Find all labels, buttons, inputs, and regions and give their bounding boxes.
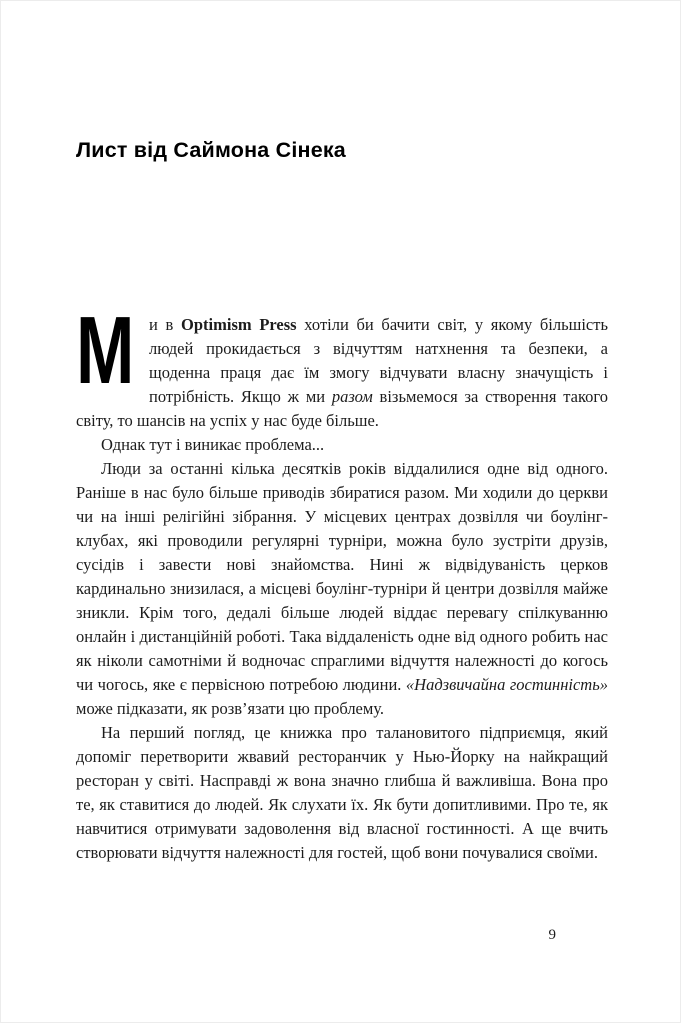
body-text (76, 297, 608, 865)
page-number: 9 (548, 927, 556, 943)
text-run: візьмемося за створення такого світу, то шансів на успіх у нас буде більше. (76, 387, 608, 430)
text-run: и в (149, 315, 182, 334)
text-run-italic: разом (331, 387, 373, 406)
text-run: може підказати, як розв’язати цю проблему. (76, 699, 385, 718)
text-run: Люди за останні кілька десятків років віддалилися одне від одного. Раніше в нас було більше приводів збиратися разом. Ми ходили до церкви чи на інші релігійні зібрання. У місцевих центрах дозвілля чи боулінг-клубах, які проводили регулярні турніри, можна було зустріти друзів, сусідів і завести нові знайомства. Нині ж відвідуваність церков кардинально знизилася, а місцеві боулінг-турніри й центри дозвілля майже зникли. Крім того, дедалі більше людей віддає перевагу спілкуванню онлайн і дистанційній роботі. Така віддаленість одне від одного робить нас як ніколи самотніми й водночас спраглими відчуття належності до когось чи чогось, яке є первісною потребою людини. (76, 459, 608, 694)
paragraph-1 (76, 297, 608, 433)
paragraph-2 (76, 433, 608, 457)
dropcap-letter: М (76, 297, 135, 404)
text-run-bold: Optimism Press (181, 315, 297, 334)
text-run: Однак тут і виникає проблема... (101, 435, 325, 454)
chapter-title: Лист від Саймона Сінека (76, 138, 346, 162)
text-run-italic: «Надзвичайна гостинність» (405, 675, 608, 694)
text-run: хотіли би бачити світ, у якому більшість людей прокидається з відчуттям натхнення та безпеки, а щоденна праця дає їм змогу відчувати власну значущість і потрібність. Якщо ж ми (149, 315, 608, 406)
paragraph-3 (76, 457, 608, 721)
paragraph-4 (76, 721, 608, 865)
text-run: На перший погляд, це книжка про талановитого підприємця, який допоміг перетворити жвавий ресторанчик у Нью-Йорку на найкращий ресторан у світі. Насправді ж вона значно глибша й важливіша. Вона про те, як ставитися до людей. Як слухати їх. Як бути допитливими. Про те, як навчитися отримувати задоволення від власної гостинності. А ще вчить створювати відчуття належності для гостей, щоб вони почувалися своїми. (76, 723, 608, 862)
dropcap (76, 297, 136, 404)
